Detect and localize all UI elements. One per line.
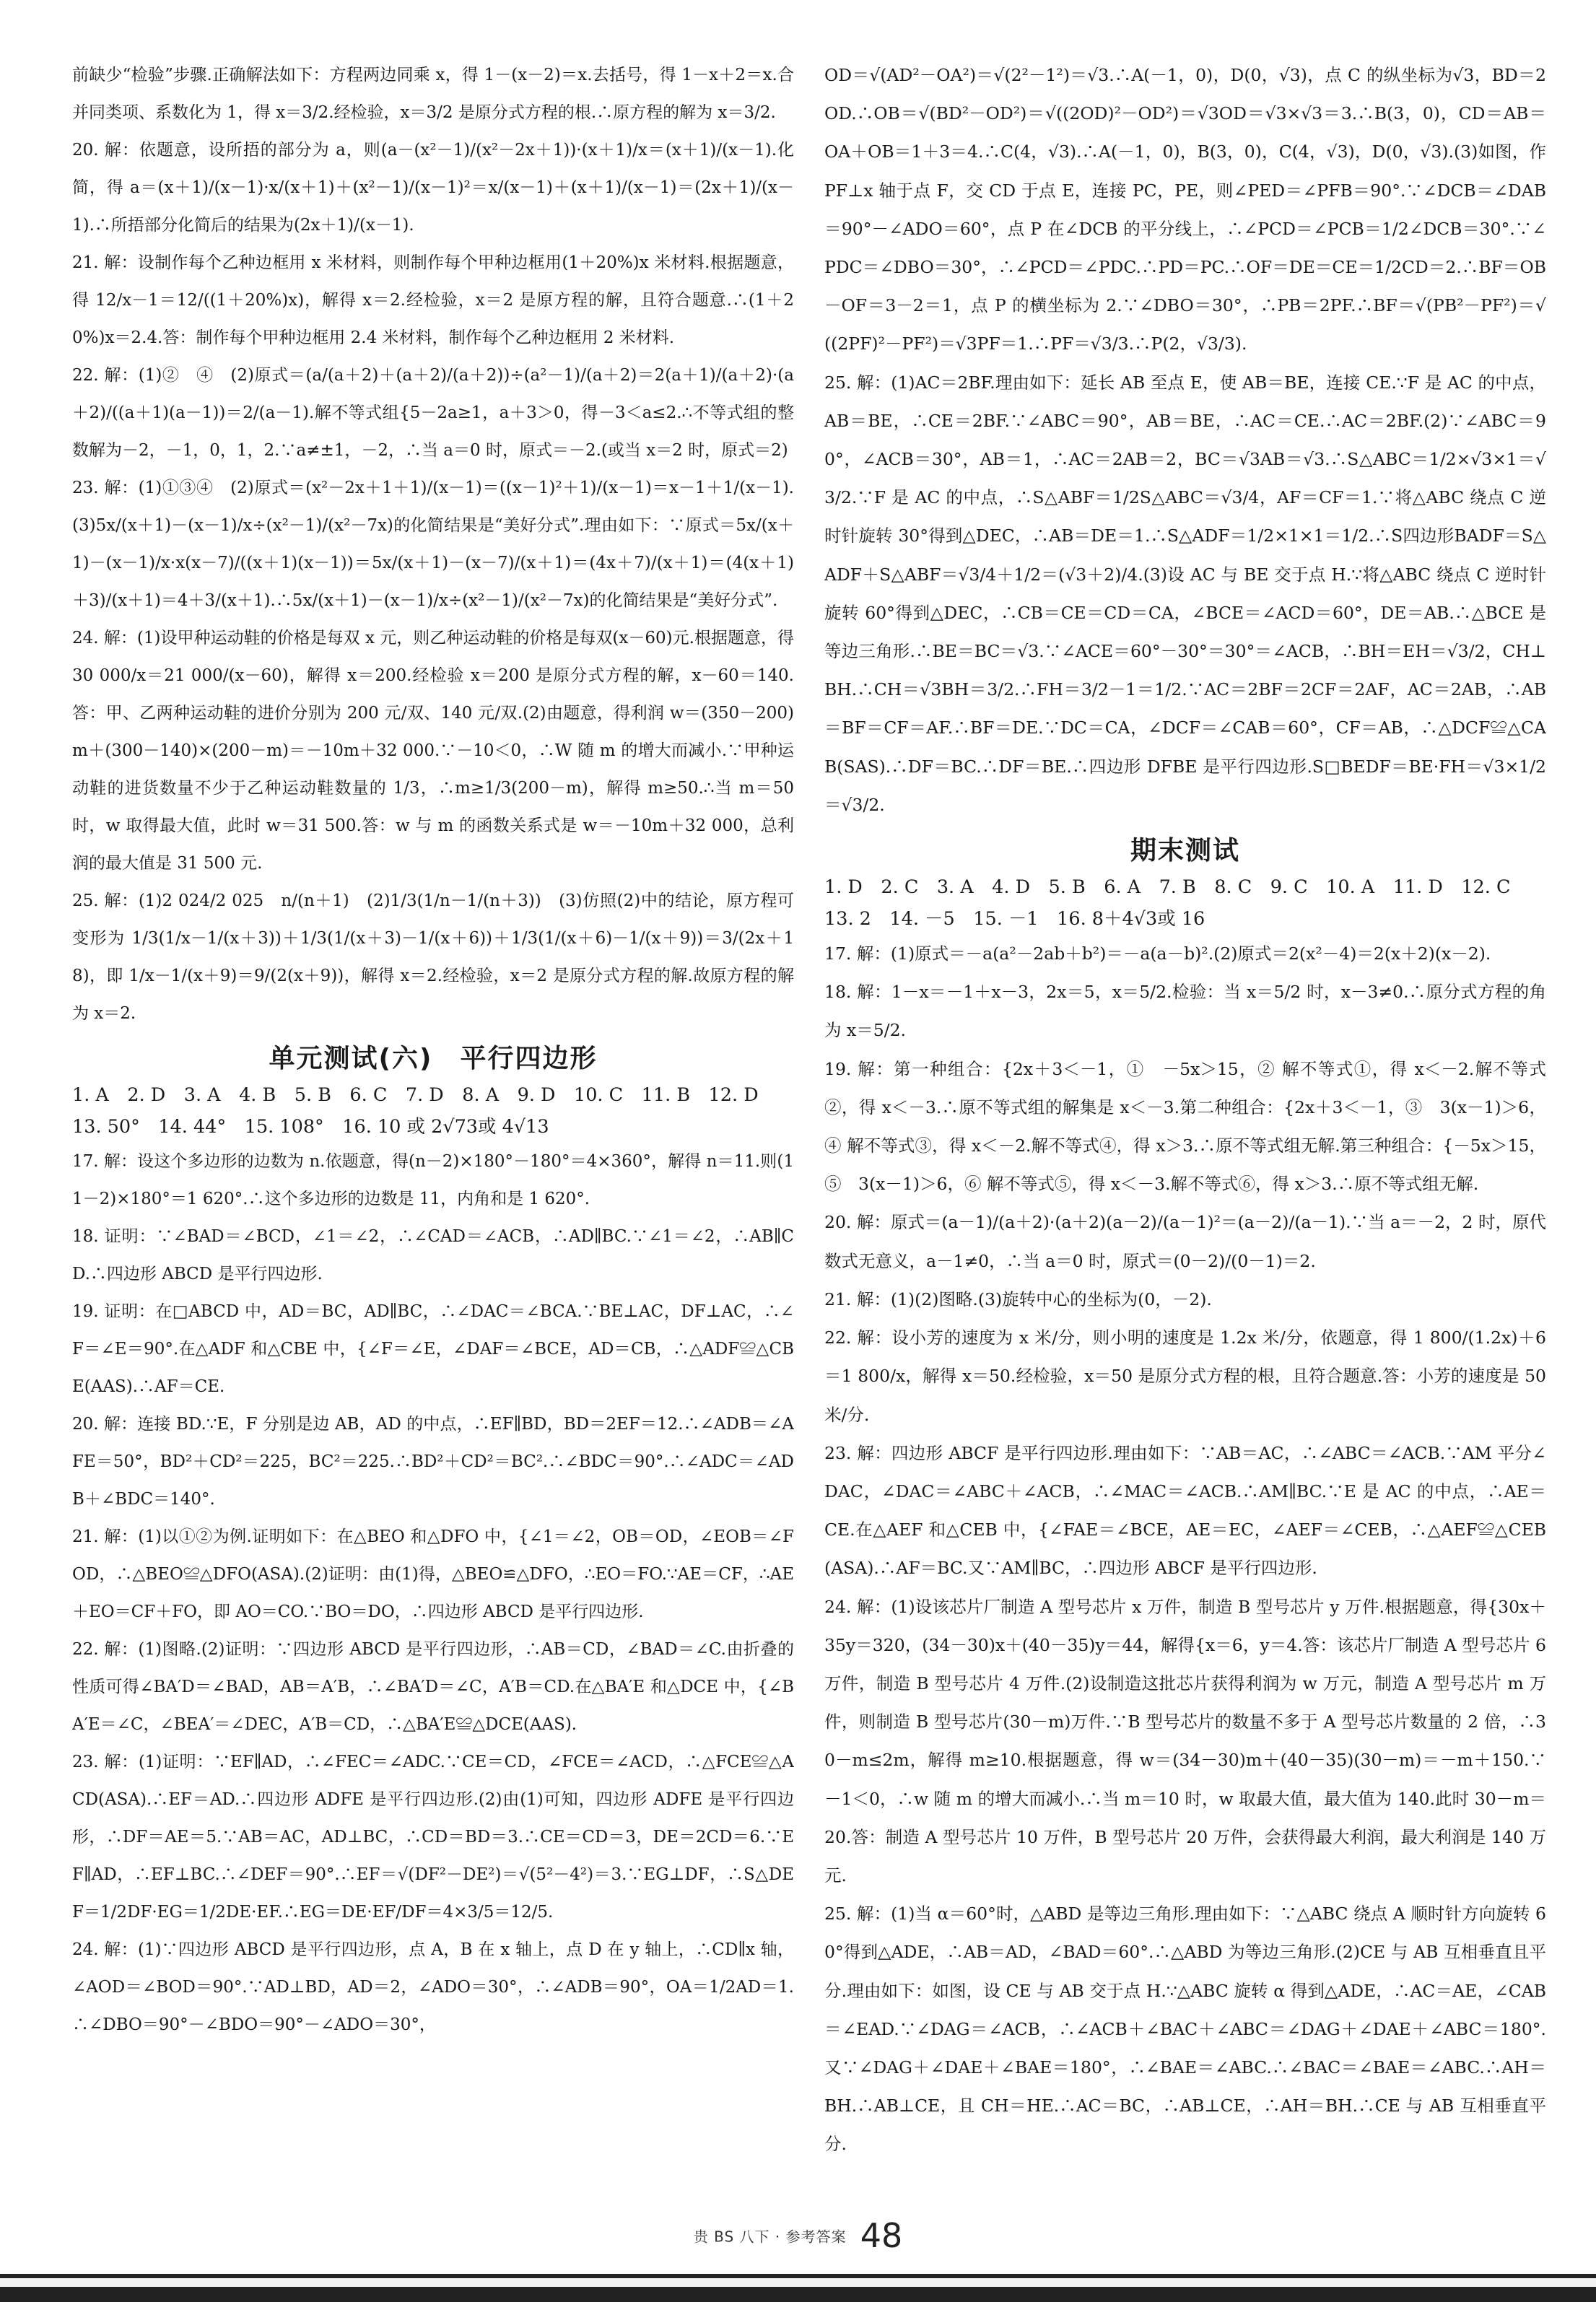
unit-answer-18: 18. 证明：∵∠BAD＝∠BCD，∠1＝∠2，∴∠CAD＝∠ACB，∴AD∥BC.∵∠1＝∠2，∴AB∥CD.∴四边形 ABCD 是平行四边形. (72, 1227, 794, 1283)
unit-test-choices-1: 1. A 2. D 3. A 4. B 5. B 6. C 7. D 8. A 9. D 10. C 11. B 12. D (72, 1084, 759, 1106)
final-answer-23: 23. 解：四边形 ABCF 是平行四边形.理由如下：∵AB＝AC，∴∠ABC＝∠ACB.∵AM 平分∠DAC，∠DAC＝∠ABC＋∠ACB，∴∠MAC＝∠ACB.∴AM∥BC.∵E 是 AC 的中点，∴AE＝CE.在△AEF 和△CEB 中，{∠FAE＝∠BCE，AE＝EC，∠AEF＝∠CEB，∴△AEF≌△CEB(ASA).∴AF＝BC.又∵AM∥BC，∴四边形 ABCF 是平行四边形. (824, 1442, 1546, 1579)
final-answer-24: 24. 解：(1)设该芯片厂制造 A 型号芯片 x 万件，制造 B 型号芯片 y 万件.根据题意，得{30x＋35y＝320，(34－30)x＋(40－35)y＝44，解得{x＝6，y＝4.答：该芯片厂制造 A 型号芯片 6 万件，制造 B 型号芯片 4 万件.(2)设制造这批芯片获得利润为 w 万元，制造 A 型号芯片 m 万件，则制造 B 型号芯片(30－m)万件.∵B 型号芯片的数量不多于 A 型号芯片数量的 2 倍，∴30－m≤2m，解得 m≥10.根据题意，得 w＝(34－30)m＋(40－35)(30－m)＝－m＋150.∵－1＜0，∴w 随 m 的增大而减小.∴当 m＝10 时，w 取最大值，最大值为 140.此时 30－m＝20.答：制造 A 型号芯片 10 万件，B 型号芯片 20 万件，会获得最大利润，最大利润是 140 万元. (824, 1596, 1546, 1885)
answer-19-continued: 前缺少“检验”步骤.正确解法如下：方程两边同乘 x，得 1－(x－2)＝x.去括号，得 1－x＋2＝x.合并同类项、系数化为 1，得 x＝3/2.经检验，x＝3/2 是原分式方程的根.∴原方程的解为 x＝3/2. (72, 66, 794, 122)
final-test-choices-2: 13. 2 14. －5 15. －1 16. 8＋4√3或 16 (824, 908, 1205, 930)
answer-23: 23. 解：(1)①③④ (2)原式＝(x²－2x＋1＋1)/(x－1)＝((x－1)²＋1)/(x－1)＝x－1＋1/(x－1).(3)5x/(x＋1)－(x－1)/x÷(x²－1)/(x²－7x)的化简结果是“美好分式”.理由如下：∵原式＝5x/(x＋1)－(x－1)/x·x(x－7)/((x＋1)(x－1))＝5x/(x＋1)－(x－7)/(x＋1)＝(4x＋7)/(x＋1)＝(4(x＋1)＋3)/(x＋1)＝4＋3/(x＋1).∴5x/(x＋1)－(x－1)/x÷(x²－1)/(x²－7x)的化简结果是“美好分式”. (72, 479, 794, 610)
answer-20: 20. 解：依题意，设所捂的部分为 a，则(a－(x²－1)/(x²－2x＋1))·(x＋1)/x＝(x＋1)/(x－1).化简，得 a＝(x＋1)/(x－1)·x/(x＋1)＋(x²－1)/(x－1)²＝x/(x－1)＋(x＋1)/(x－1)＝(2x＋1)/(x－1).∴所捂部分化简后的结果为(2x＋1)/(x－1). (72, 141, 794, 235)
unit-answer-23: 23. 解：(1)证明：∵EF∥AD，∴∠FEC＝∠ADC.∵CE＝CD，∠FCE＝∠ACD，∴△FCE≌△ACD(ASA).∴EF＝AD.∴四边形 ADFE 是平行四边形.(2)由(1)可知，四边形 ADFE 是平行四边形，∴DF＝AE＝5.∵AB＝AC，AD⊥BC，∴CD＝BD＝3.∴CE＝CD＝3，DE＝2CD＝6.∵EF∥AD，∴EF⊥BC.∴∠DEF＝90°.∴EF＝√(DF²－DE²)＝√(5²－4²)＝3.∵EG⊥DF，∴S△DEF＝1/2DF·EG＝1/2DE·EF.∴EG＝DE·EF/DF＝4×3/5＝12/5. (72, 1753, 794, 1922)
unit-answer-20: 20. 解：连接 BD.∵E，F 分别是边 AB，AD 的中点，∴EF∥BD，BD＝2EF＝12.∴∠ADB＝∠AFE＝50°，BD²＋CD²＝225，BC²＝225.∴BD²＋CD²＝BC².∴∠BDC＝90°.∴∠ADC＝∠ADB＋∠BDC＝140°. (72, 1415, 794, 1509)
unit-answer-22: 22. 解：(1)图略.(2)证明：∵四边形 ABCD 是平行四边形，∴AB＝CD，∠BAD＝∠C.由折叠的性质可得∠BA′D＝∠BAD，AB＝A′B，∴∠BA′D＝∠C，A′B＝CD.在△BA′E 和△DCE 中，{∠BA′E＝∠C，∠BEA′＝∠DEC，A′B＝CD，∴△BA′E≌△DCE(AAS). (72, 1640, 794, 1734)
answer-22: 22. 解：(1)② ④ (2)原式＝(a/(a＋2)＋(a＋2)/(a＋2))÷(a²－1)/(a＋2)＝2(a＋1)/(a＋2)·(a＋2)/((a＋1)(a－1))＝2/(a－1).解不等式组{5－2a≥1，a＋3＞0，得－3＜a≤2.∴不等式组的整数解为－2，－1，0，1，2.∵a≠±1，－2，∴当 a＝0 时，原式＝－2.(或当 x＝2 时，原式＝2) (72, 366, 794, 460)
unit-answer-24-continued: OD＝√(AD²－OA²)＝√(2²－1²)＝√3.∴A(－1，0)，D(0，√3)，点 C 的纵坐标为√3，BD＝2OD.∴OB＝√(BD²－OD²)＝√((2OD)²－OD²)＝√3OD＝√3×√3＝3.∴B(3，0)，CD＝AB＝OA＋OB＝1＋3＝4.∴C(4，√3).∴A(－1，0)，B(3，0)，C(4，√3)，D(0，√3).(3)如图，作 PF⊥x 轴于点 F，交 CD 于点 E，连接 PC，PE，则∠PED＝∠PFB＝90°.∵∠DCB＝∠DAB＝90°－∠ADO＝60°，点 P 在∠DCB 的平分线上，∴∠PCD＝∠PCB＝1/2∠DCB＝30°.∵∠PDC＝∠DBO＝30°，∴∠PCD＝∠PDC.∴PD＝PC.∴OF＝DE＝CE＝1/2CD＝2.∴BF＝OB－OF＝3－2＝1，点 P 的横坐标为 2.∵∠DBO＝30°，∴PB＝2PF.∴BF＝√(PB²－PF²)＝√((2PF)²－PF²)＝√3PF＝1.∴PF＝√3/3.∴P(2，√3/3). (824, 65, 1546, 354)
final-answer-25: 25. 解：(1)当 α＝60°时，△ABD 是等边三角形.理由如下：∵△ABC 绕点 A 顺时针方向旋转 60°得到△ADE，∴AB＝AD，∠BAD＝60°.∴△ABD 为等边三角形.(2)CE 与 AB 互相垂直且平分.理由如下：如图，设 CE 与 AB 交于点 H.∵△ABC 旋转 α 得到△ADE，∴AC＝AE，∠CAB＝∠EAD.∵∠DAG＝∠ACB，∴∠ACB＋∠BAC＋∠ABC＝∠DAG＋∠DAE＋∠ABC＝180°.又∵∠DAG＋∠DAE＋∠BAE＝180°，∴∠BAE＝∠ABC.∴∠BAC＝∠BAE＝∠ABC.∴AH＝BH.∴AB⊥CE，且 CH＝HE.∴AC＝BC，∴AB⊥CE，∴AH＝BH.∴CE 与 AB 互相垂直平分. (824, 1904, 1546, 2155)
unit-answer-17: 17. 解：设这个多边形的边数为 n.依题意，得(n－2)×180°－180°＝4×360°，解得 n＝11.则(11－2)×180°＝1 620°.∴这个多边形的边数是 11，内角和是 1 620°. (72, 1152, 794, 1208)
footer-label: 贵 BS 八下 · 参考答案 (693, 2228, 847, 2246)
right-column (824, 56, 1546, 2200)
answer-25: 25. 解：(1)2 024/2 025 n/(n＋1) (2)1/3(1/n－1/(n＋3)) (3)仿照(2)中的结论，原方程可变形为 1/3(1/x－1/(x＋3))＋1/3(1/(x＋3)－1/(x＋6))＋1/3(1/(x＋6)－1/(x＋9))＝3/(2x＋18)，即 1/x－1/(x＋9)＝9/(2(x＋9))，解得 x＝2.经检验，x＝2 是原分式方程的解.故原方程的解为 x＝2. (72, 891, 794, 1023)
final-answer-19: 19. 解：第一种组合：{2x＋3＜－1，① －5x＞15，② 解不等式①，得 x＜－2.解不等式②，得 x＜－3.∴原不等式组的解集是 x＜－3.第二种组合：{2x＋3＜－1，③ 3(x－1)＞6，④ 解不等式③，得 x＜－2.解不等式④，得 x＞3.∴原不等式组无解.第三种组合：{－5x＞15，⑤ 3(x－1)＞6，⑥ 解不等式⑤，得 x＜－3.解不等式⑥，得 x＞3.∴原不等式组无解. (824, 1058, 1546, 1195)
unit-answer-25: 25. 解：(1)AC＝2BF.理由如下：延长 AB 至点 E，使 AB＝BE，连接 CE.∵F 是 AC 的中点，AB＝BE，∴CE＝2BF.∵∠ABC＝90°，AB＝BE，∴AC＝CE.∴AC＝2BF.(2)∵∠ABC＝90°，∠ACB＝30°，AB＝1，∴AC＝2AB＝2，BC＝√3AB＝√3.∴S△ABC＝1/2×√3×1＝√3/2.∵F 是 AC 的中点，∴S△ABF＝1/2S△ABC＝√3/4，AF＝CF＝1.∵将△ABC 绕点 C 逆时针旋转 30°得到△DEC，∴AB＝DE＝1.∴S△ADF＝1/2×1×1＝1/2.∴S四边形BADF＝S△ADF＋S△ABF＝√3/4＋1/2＝(√3＋2)/4.(3)设 AC 与 BE 交于点 H.∵将△ABC 绕点 C 逆时针旋转 60°得到△DEC，∴CB＝CE＝CD＝CA，∠BCE＝∠ACD＝60°，DE＝AB.∴△BCE 是等边三角形.∴BE＝BC＝√3.∵∠ACE＝60°－30°＝30°＝∠ACB，∴BH＝EH＝√3/2，CH⊥BH.∴CH＝√3BH＝3/2.∴FH＝3/2－1＝1/2.∵AC＝2BF＝2CF＝2AF，AC＝2AB，∴AB＝BF＝CF＝AF.∴BF＝DE.∵DC＝CA，∠DCF＝∠CAB＝60°，CF＝AB，∴△DCF≌△CAB(SAS).∴DF＝BC.∴DF＝BE.∴四边形 DFBE 是平行四边形.S□BEDF＝BE·FH＝√3×1/2＝√3/2. (824, 372, 1546, 815)
left-column (72, 56, 794, 2200)
scan-bottom-edge (0, 2274, 1596, 2302)
final-answer-17: 17. 解：(1)原式＝－a(a²－2ab＋b²)＝－a(a－b)².(2)原式＝2(x²－4)＝2(x＋2)(x－2). (824, 943, 1491, 964)
final-answer-20: 20. 解：原式＝(a－1)/(a＋2)·(a＋2)(a－2)/(a－1)²＝(a－2)/(a－1).∵当 a＝－2，2 时，原代数式无意义，a－1≠0，∴当 a＝0 时，原式＝(0－2)/(0－1)＝2. (824, 1212, 1546, 1271)
page-footer (0, 2216, 1596, 2255)
final-answer-22: 22. 解：设小芳的速度为 x 米/分，则小明的速度是 1.2x 米/分，依题意，得 1 800/(1.2x)＋6＝1 800/x，解得 x＝50.经检验，x＝50 是原分式方程的根，且符合题意.答：小芳的速度是 50 米/分. (824, 1327, 1546, 1425)
unit-test-choices-2: 13. 50° 14. 44° 15. 108° 16. 10 或 2√73或 4√13 (72, 1116, 549, 1138)
scan-bottom-edge-inner (0, 2278, 1596, 2287)
answer-21: 21. 解：设制作每个乙种边框用 x 米材料，则制作每个甲种边框用(1＋20%)x 米材料.根据题意，得 12/x－1＝12/((1＋20%)x)，解得 x＝2.经检验，x＝2 是原方程的解，且符合题意.∴(1＋20%)x＝2.4.答：制作每个甲种边框用 2.4 米材料，制作每个乙种边框用 2 米材料. (72, 253, 794, 347)
answer-24: 24. 解：(1)设甲种运动鞋的价格是每双 x 元，则乙种运动鞋的价格是每双(x－60)元.根据题意，得 30 000/x＝21 000/(x－60)，解得 x＝200.经检验 x＝200 是原分式方程的解，x－60＝140.答：甲、乙两种运动鞋的进价分别为 200 元/双、140 元/双.(2)由题意，得利润 w＝(350－200)m＋(300－140)×(200－m)＝－10m＋32 000.∵－10＜0，∴W 随 m 的增大而减小.∵甲种运动鞋的进货数量不少于乙种运动鞋数量的 1/3，∴m≥1/3(200－m)，解得 m≥50.∴当 m＝50 时，w 取得最大值，此时 w＝31 500.答：w 与 m 的函数关系式是 w＝－10m＋32 000，总利润的最大值是 31 500 元. (72, 629, 794, 873)
unit-test-title: 单元测试(六) 平行四边形 (269, 1044, 598, 1073)
unit-answer-24: 24. 解：(1)∵四边形 ABCD 是平行四边形，点 A，B 在 x 轴上，点 D 在 y 轴上，∴CD∥x 轴，∠AOD＝∠BOD＝90°.∵AD⊥BD，AD＝2，∠ADO＝30°，∴∠ADB＝90°，OA＝1/2AD＝1.∴∠DBO＝90°－∠BDO＝90°－∠ADO＝30°， (72, 1940, 794, 2034)
final-answer-21: 21. 解：(1)(2)图略.(3)旋转中心的坐标为(0，－2). (824, 1289, 1212, 1309)
unit-answer-21: 21. 解：(1)以①②为例.证明如下：在△BEO 和△DFO 中，{∠1＝∠2，OB＝OD，∠EOB＝∠FOD，∴△BEO≌△DFO(ASA).(2)证明：由(1)得，△BEO≌△DFO，∴EO＝FO.∵AE＝CF，∴AE＋EO＝CF＋FO，即 AO＝CO.∵BO＝DO，∴四边形 ABCD 是平行四边形. (72, 1527, 794, 1621)
unit-answer-19: 19. 证明：在□ABCD 中，AD＝BC，AD∥BC，∴∠DAC＝∠BCA.∵BE⊥AC，DF⊥AC，∴∠F＝∠E＝90°.在△ADF 和△CBE 中，{∠F＝∠E，∠DAF＝∠BCE，AD＝CB，∴△ADF≌△CBE(AAS).∴AF＝CE. (72, 1302, 794, 1396)
final-test-title: 期末测试 (1130, 836, 1240, 866)
page-number: 48 (860, 2216, 903, 2255)
final-answer-18: 18. 解：1－x＝－1＋x－3，2x＝5，x＝5/2.检验：当 x＝5/2 时，x－3≠0.∴原分式方程的角为 x＝5/2. (824, 982, 1546, 1041)
final-test-choices-1: 1. D 2. C 3. A 4. D 5. B 6. A 7. B 8. C 9. C 10. A 11. D 12. C (824, 876, 1511, 899)
